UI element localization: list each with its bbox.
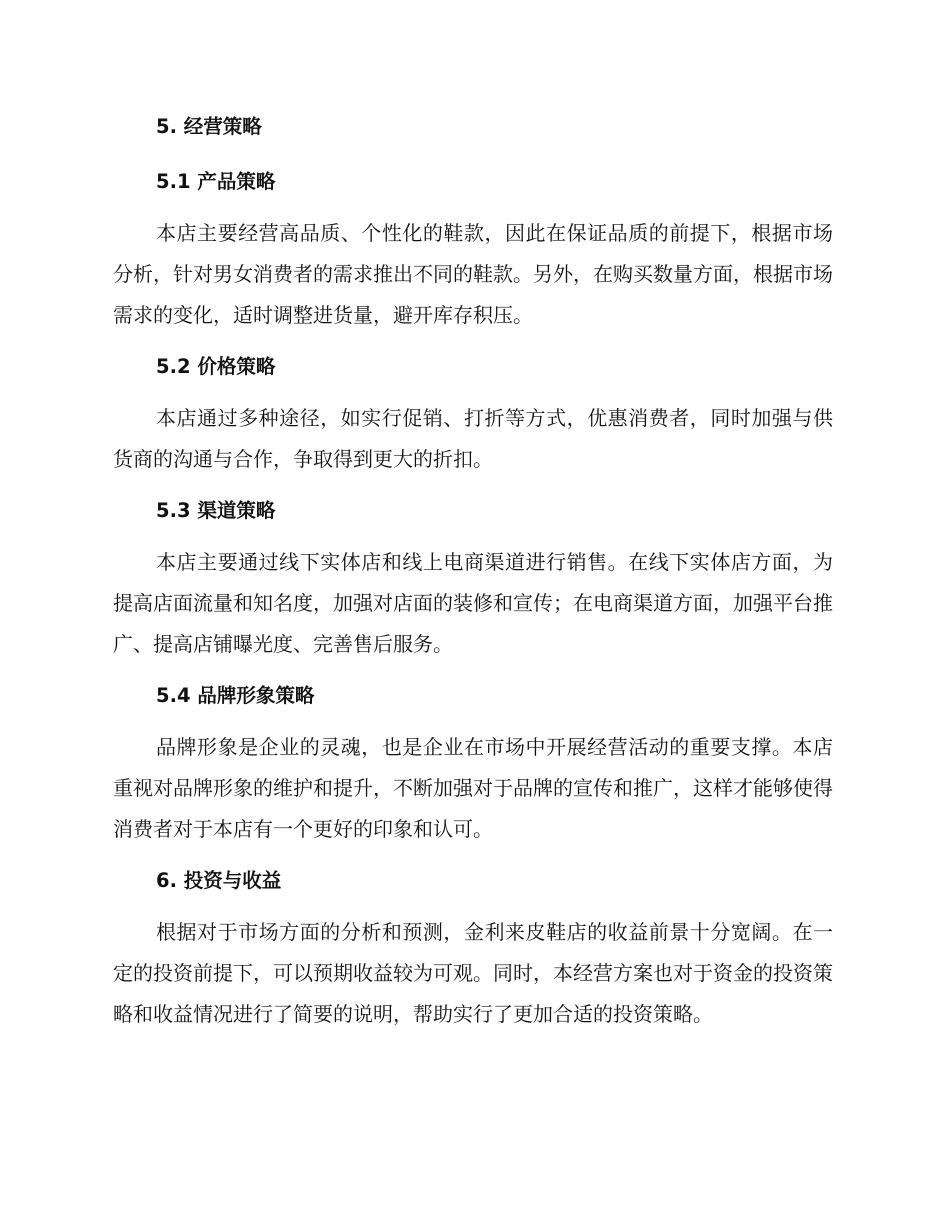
section-heading-6: 6. 投资与收益 [156,869,282,892]
section-body-6: 根据对于市场方面的分析和预测，金利来皮鞋店的收益前景十分宽阔。在一定的投资前提下，可以预期收益较为可观。同时，本经营方案也对于资金的投资策略和收益情况进行了简要的说明，帮助实行了更加合适的投资策略。 [113,920,833,1026]
section-heading-5: 5. 经营策略 [156,115,262,138]
section-heading-5-3: 5.3 渠道策略 [156,499,276,522]
section-heading-5-2: 5.2 价格策略 [156,355,276,378]
section-body-5-1: 本店主要经营高品质、个性化的鞋款，因此在保证品质的前提下，根据市场分析，针对男女消费者的需求推出不同的鞋款。另外，在购买数量方面，根据市场需求的变化，适时调整进货量，避开库存积压。 [113,221,833,327]
document-content [113,108,833,1035]
section-body-5-4: 品牌形象是企业的灵魂，也是企业在市场中开展经营活动的重要支撑。本店重视对品牌形象的维护和提升，不断加强对于品牌的宣传和推广，这样才能够使得消费者对于本店有一个更好的印象和认可。 [113,735,833,841]
section-heading-5-4: 5.4 品牌形象策略 [156,684,315,707]
section-heading-5-1: 5.1 产品策略 [156,170,276,193]
section-body-5-2: 本店通过多种途径，如实行促销、打折等方式，优惠消费者，同时加强与供货商的沟通与合作，争取得到更大的折扣。 [113,406,833,471]
section-body-5-3: 本店主要通过线下实体店和线上电商渠道进行销售。在线下实体店方面，为提高店面流量和知名度，加强对店面的装修和宣传；在电商渠道方面，加强平台推广、提高店铺曝光度、完善售后服务。 [113,550,833,656]
